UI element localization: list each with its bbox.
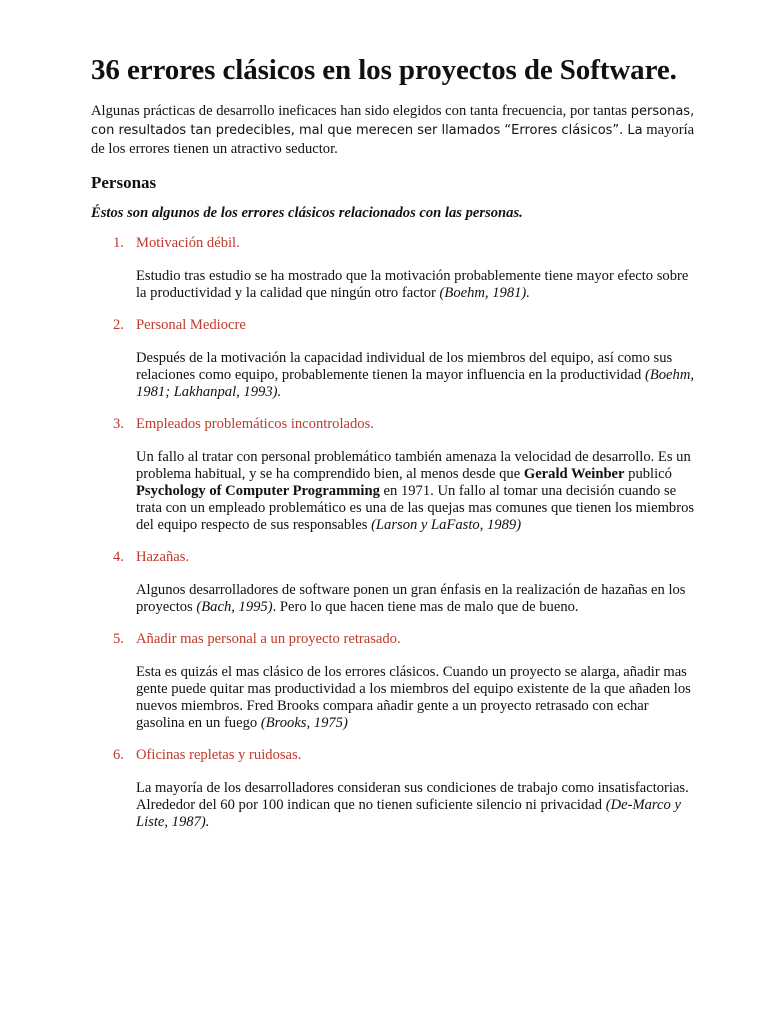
item-text: Después de la motivación la capacidad individual de los miembros del equipo, así como sus relaciones como equipo, probablemente tienen la mayor influencia en la productividad (136, 350, 673, 383)
item-text: . Pero lo que hacen tiene mas de malo que de bueno. (272, 599, 579, 615)
intro-paragraph (91, 102, 696, 158)
item-citation: (Brooks, 1975) (260, 715, 348, 731)
item-number: 5. (113, 631, 124, 647)
item-citation: (Bach, 1995) (196, 599, 273, 615)
item-title (113, 415, 696, 433)
item-text: publicó (624, 466, 672, 482)
item-body (136, 350, 696, 401)
item-title-text: Empleados problemáticos incontrolados. (136, 416, 374, 432)
list-item (113, 548, 696, 616)
item-title (113, 548, 696, 566)
list-item (113, 630, 696, 732)
item-number: 6. (113, 747, 124, 763)
section-heading: Personas (91, 173, 157, 192)
item-title-text: Oficinas repletas y ruidosas. (136, 747, 302, 763)
item-title-text: Añadir mas personal a un proyecto retrasado. (136, 631, 401, 647)
intro-line-2: personas, con resultados tan predecibles, mal que merecen ser llamados “Errores clásicos”. La (91, 104, 695, 138)
item-body (136, 780, 696, 831)
item-body (136, 582, 696, 616)
item-body (136, 268, 696, 302)
item-number: 2. (113, 317, 124, 333)
errors-list (91, 234, 696, 831)
item-body (136, 449, 696, 534)
item-title (113, 316, 696, 334)
item-citation: (Boehm, 1981; Lakhanpal, 1993). (136, 367, 695, 400)
section-lead: Éstos son algunos de los errores clásicos relacionados con las personas. (91, 205, 523, 221)
item-title (113, 746, 696, 764)
item-title-text: Hazañas. (136, 549, 190, 565)
item-title (113, 234, 696, 252)
item-number: 3. (113, 416, 124, 432)
intro-line-3: mayoría de los errores tienen un atractivo seductor. (91, 122, 695, 157)
item-body (136, 664, 696, 732)
book-title: Psychology of Computer Programming (136, 483, 380, 499)
item-text: Esta es quizás el mas clásico de los errores clásicos. Cuando un proyecto se alarga, añadir mas gente puede quitar mas productividad a los miembros del equipo existente de la que añaden los nuevos miembros. Fred Brooks compara añadir gente a un proyecto retrasado con echar gasolina en un fuego (136, 664, 691, 731)
item-text: Estudio tras estudio se ha mostrado que la motivación probablemente tiene mayor efecto sobre la productividad y la calidad que ningún otro factor (136, 268, 689, 301)
item-number: 4. (113, 549, 124, 565)
item-text: Algunos desarrolladores de software ponen un gran énfasis en la realización de hazañas en los proyectos (136, 582, 686, 615)
list-item (113, 415, 696, 534)
item-number: 1. (113, 235, 124, 251)
item-title-text: Personal Mediocre (136, 317, 246, 333)
intro-line-1: Algunas prácticas de desarrollo ineficaces han sido elegidos con tanta frecuencia, por tantas (91, 103, 628, 119)
item-title (113, 630, 696, 648)
item-citation: (Boehm, 1981). (439, 285, 530, 301)
list-item (113, 746, 696, 831)
item-text: en 1971. Un fallo al tomar una decisión cuando se trata con un empleado problemático es una de las quejas mas comunes que tienen los miembros del equipo respecto de sus responsables (136, 483, 695, 533)
item-citation: (Larson y LaFasto, 1989) (371, 517, 522, 533)
list-item (113, 234, 696, 302)
list-item (113, 316, 696, 401)
author-name: Gerald Weinber (523, 466, 625, 482)
item-citation: (De-Marco y Liste, 1987). (136, 797, 681, 830)
page-title: 36 errores clásicos en los proyectos de Software. (91, 54, 677, 86)
item-text: Un fallo al tratar con personal problemático también amenaza la velocidad de desarrollo. Es un problema habitual, y se ha comprendido bien, al menos desde que (136, 449, 691, 482)
item-text: La mayoría de los desarrolladores consideran sus condiciones de trabajo como insatisfactorias. Alrededor del 60 por 100 indican que no tienen suficiente silencio ni privacidad (136, 780, 689, 813)
item-title-text: Motivación débil. (136, 235, 240, 251)
